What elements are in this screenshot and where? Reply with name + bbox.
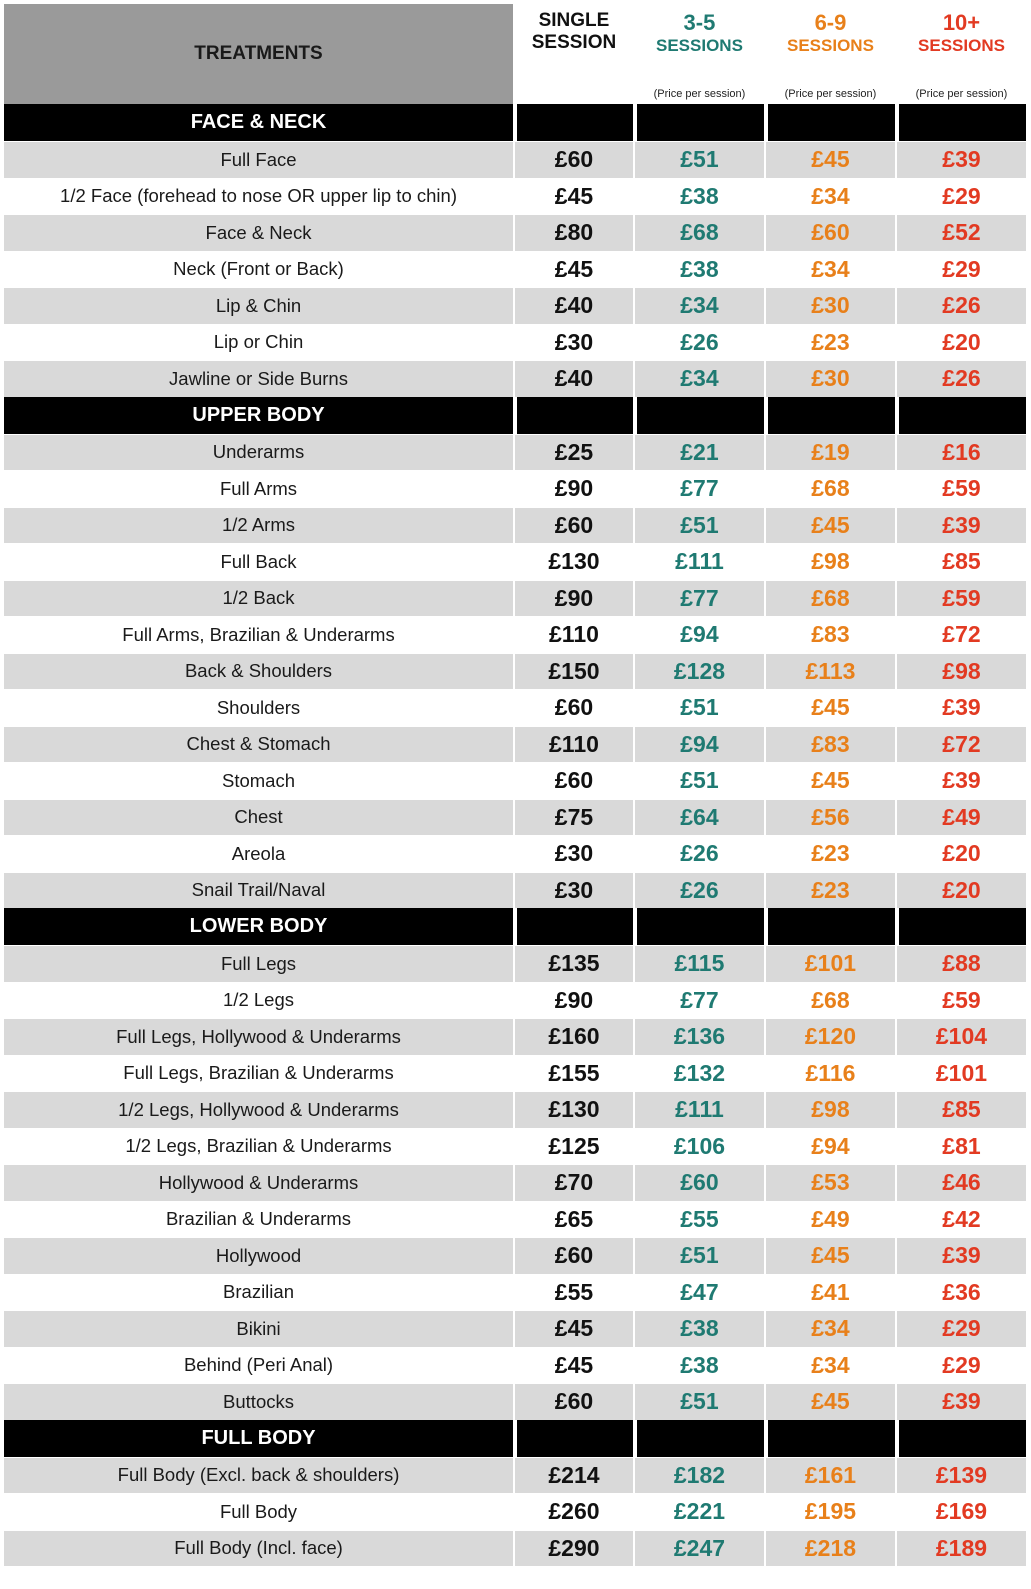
price-3-5-sessions: £26 (635, 872, 764, 909)
treatment-name: Full Arms, Brazilian & Underarms (4, 616, 513, 653)
price-single-session: £75 (515, 799, 633, 836)
price-6-9-sessions: £34 (766, 1310, 895, 1347)
price-6-9-sessions: £19 (766, 434, 895, 471)
section-header-cell (635, 908, 764, 945)
price-6-9-sessions: £101 (766, 945, 895, 982)
price-10-plus-sessions: £29 (897, 178, 1026, 215)
price-10-plus-sessions: £29 (897, 251, 1026, 288)
sessions-6-9-label: SESSIONS (787, 36, 874, 55)
price-single-session: £45 (515, 251, 633, 288)
price-3-5-sessions: £51 (635, 141, 764, 178)
table-row (4, 1347, 1026, 1384)
price-10-plus-sessions: £46 (897, 1164, 1026, 1201)
sessions-6-9-header (766, 4, 895, 104)
section-title: FULL BODY (4, 1420, 513, 1457)
treatment-name: Full Face (4, 141, 513, 178)
price-6-9-sessions: £23 (766, 835, 895, 872)
table-row (4, 1457, 1026, 1494)
price-6-9-sessions: £41 (766, 1274, 895, 1311)
single-header-line2: SESSION (531, 32, 617, 53)
price-table (2, 4, 1028, 1566)
table-row (4, 507, 1026, 544)
price-single-session: £110 (515, 726, 633, 763)
table-row (4, 1201, 1026, 1238)
section-header-cell (515, 104, 633, 141)
table-row (4, 1530, 1026, 1567)
price-3-5-sessions: £94 (635, 726, 764, 763)
section-title: LOWER BODY (4, 908, 513, 945)
price-6-9-sessions: £53 (766, 1164, 895, 1201)
treatment-name: Areola (4, 835, 513, 872)
price-single-session: £45 (515, 1310, 633, 1347)
price-10-plus-sessions: £39 (897, 762, 1026, 799)
price-6-9-sessions: £30 (766, 287, 895, 324)
section-title: FACE & NECK (4, 104, 513, 141)
treatment-name: Hollywood (4, 1237, 513, 1274)
treatment-name: Neck (Front or Back) (4, 251, 513, 288)
price-single-session: £30 (515, 872, 633, 909)
price-10-plus-sessions: £189 (897, 1530, 1026, 1567)
header-row (4, 4, 1026, 104)
section-header-cell (766, 104, 895, 141)
price-6-9-sessions: £83 (766, 616, 895, 653)
price-3-5-sessions: £38 (635, 1347, 764, 1384)
price-single-session: £55 (515, 1274, 633, 1311)
treatment-name: 1/2 Legs, Hollywood & Underarms (4, 1091, 513, 1128)
table-row (4, 689, 1026, 726)
price-6-9-sessions: £98 (766, 543, 895, 580)
table-row (4, 1091, 1026, 1128)
section-header-row (4, 104, 1026, 141)
section-header-cell (897, 908, 1026, 945)
price-6-9-sessions: £45 (766, 507, 895, 544)
price-3-5-sessions: £64 (635, 799, 764, 836)
price-single-session: £90 (515, 470, 633, 507)
price-10-plus-sessions: £52 (897, 214, 1026, 251)
table-row (4, 616, 1026, 653)
treatment-name: Shoulders (4, 689, 513, 726)
price-10-plus-sessions: £49 (897, 799, 1026, 836)
treatment-name: Face & Neck (4, 214, 513, 251)
table-row (4, 982, 1026, 1019)
price-6-9-sessions: £116 (766, 1055, 895, 1092)
treatment-name: Snail Trail/Naval (4, 872, 513, 909)
price-single-session: £80 (515, 214, 633, 251)
table-row (4, 835, 1026, 872)
price-3-5-sessions: £111 (635, 1091, 764, 1128)
section-header-cell (515, 397, 633, 434)
price-single-session: £45 (515, 1347, 633, 1384)
table-row (4, 543, 1026, 580)
price-single-session: £60 (515, 689, 633, 726)
table-row (4, 1310, 1026, 1347)
price-6-9-sessions: £195 (766, 1493, 895, 1530)
price-10-plus-sessions: £16 (897, 434, 1026, 471)
price-10-plus-sessions: £26 (897, 287, 1026, 324)
sessions-10-plus-header (897, 4, 1026, 104)
price-single-session: £260 (515, 1493, 633, 1530)
treatment-name: 1/2 Back (4, 580, 513, 617)
table-row (4, 1274, 1026, 1311)
section-header-cell (635, 104, 764, 141)
price-3-5-sessions: £68 (635, 214, 764, 251)
section-header-cell (897, 1420, 1026, 1457)
price-10-plus-sessions: £72 (897, 616, 1026, 653)
price-single-session: £60 (515, 762, 633, 799)
table-row (4, 251, 1026, 288)
price-3-5-sessions: £51 (635, 762, 764, 799)
price-6-9-sessions: £98 (766, 1091, 895, 1128)
price-3-5-sessions: £34 (635, 360, 764, 397)
section-header-cell (766, 397, 895, 434)
price-3-5-sessions: £77 (635, 580, 764, 617)
sessions-3-5-label: SESSIONS (655, 36, 743, 55)
price-single-session: £290 (515, 1530, 633, 1567)
price-3-5-sessions: £106 (635, 1128, 764, 1165)
price-3-5-sessions: £77 (635, 470, 764, 507)
price-6-9-sessions: £45 (766, 1237, 895, 1274)
price-note-6-9: (Price per session) (784, 88, 877, 100)
treatment-name: Full Body (Incl. face) (4, 1530, 513, 1567)
price-10-plus-sessions: £169 (897, 1493, 1026, 1530)
price-3-5-sessions: £51 (635, 689, 764, 726)
treatment-name: Stomach (4, 762, 513, 799)
treatment-name: Underarms (4, 434, 513, 471)
price-single-session: £160 (515, 1018, 633, 1055)
price-3-5-sessions: £51 (635, 1237, 764, 1274)
price-3-5-sessions: £128 (635, 653, 764, 690)
price-single-session: £130 (515, 543, 633, 580)
treatment-name: Full Body (Excl. back & shoulders) (4, 1457, 513, 1494)
price-single-session: £60 (515, 141, 633, 178)
price-single-session: £40 (515, 287, 633, 324)
price-6-9-sessions: £34 (766, 1347, 895, 1384)
price-single-session: £125 (515, 1128, 633, 1165)
single-header-line1: SINGLE (538, 10, 610, 31)
treatment-name: Bikini (4, 1310, 513, 1347)
price-single-session: £90 (515, 580, 633, 617)
price-6-9-sessions: £113 (766, 653, 895, 690)
table-row (4, 214, 1026, 251)
price-10-plus-sessions: £20 (897, 835, 1026, 872)
price-3-5-sessions: £51 (635, 507, 764, 544)
price-10-plus-sessions: £42 (897, 1201, 1026, 1238)
sessions-10-plus-label: SESSIONS (918, 36, 1005, 55)
treatment-name: Full Arms (4, 470, 513, 507)
table-row (4, 762, 1026, 799)
table-row (4, 1237, 1026, 1274)
price-single-session: £130 (515, 1091, 633, 1128)
section-title: UPPER BODY (4, 397, 513, 434)
treatment-name: Buttocks (4, 1383, 513, 1420)
table-row (4, 653, 1026, 690)
price-6-9-sessions: £68 (766, 470, 895, 507)
price-6-9-sessions: £23 (766, 872, 895, 909)
treatment-name: Lip or Chin (4, 324, 513, 361)
price-single-session: £90 (515, 982, 633, 1019)
treatment-name: Behind (Peri Anal) (4, 1347, 513, 1384)
price-6-9-sessions: £45 (766, 1383, 895, 1420)
price-single-session: £60 (515, 1237, 633, 1274)
table-row (4, 287, 1026, 324)
table-row (4, 872, 1026, 909)
price-6-9-sessions: £34 (766, 178, 895, 215)
price-6-9-sessions: £60 (766, 214, 895, 251)
table-row (4, 1018, 1026, 1055)
price-10-plus-sessions: £26 (897, 360, 1026, 397)
table-row (4, 470, 1026, 507)
price-single-session: £214 (515, 1457, 633, 1494)
treatment-name: 1/2 Arms (4, 507, 513, 544)
price-6-9-sessions: £45 (766, 689, 895, 726)
table-row (4, 141, 1026, 178)
single-session-header (515, 4, 633, 104)
price-10-plus-sessions: £59 (897, 470, 1026, 507)
price-note-10-plus: (Price per session) (915, 88, 1008, 100)
price-10-plus-sessions: £98 (897, 653, 1026, 690)
price-3-5-sessions: £132 (635, 1055, 764, 1092)
price-10-plus-sessions: £59 (897, 580, 1026, 617)
price-3-5-sessions: £38 (635, 251, 764, 288)
price-6-9-sessions: £68 (766, 982, 895, 1019)
treatment-name: 1/2 Legs, Brazilian & Underarms (4, 1128, 513, 1165)
table-row (4, 799, 1026, 836)
price-single-session: £150 (515, 653, 633, 690)
treatment-name: Chest & Stomach (4, 726, 513, 763)
price-note-3-5: (Price per session) (653, 88, 746, 100)
price-6-9-sessions: £45 (766, 762, 895, 799)
price-10-plus-sessions: £20 (897, 324, 1026, 361)
price-10-plus-sessions: £29 (897, 1347, 1026, 1384)
treatment-name: Hollywood & Underarms (4, 1164, 513, 1201)
section-header-cell (635, 397, 764, 434)
sessions-3-5-header (635, 4, 764, 104)
table-row (4, 1383, 1026, 1420)
price-10-plus-sessions: £81 (897, 1128, 1026, 1165)
table-row (4, 1128, 1026, 1165)
treatment-name: Full Legs, Hollywood & Underarms (4, 1018, 513, 1055)
price-3-5-sessions: £136 (635, 1018, 764, 1055)
price-10-plus-sessions: £88 (897, 945, 1026, 982)
table-row (4, 324, 1026, 361)
price-3-5-sessions: £21 (635, 434, 764, 471)
price-6-9-sessions: £30 (766, 360, 895, 397)
section-header-row (4, 908, 1026, 945)
price-3-5-sessions: £26 (635, 324, 764, 361)
treatment-name: Brazilian (4, 1274, 513, 1311)
table-row (4, 1055, 1026, 1092)
table-row (4, 945, 1026, 982)
price-10-plus-sessions: £39 (897, 141, 1026, 178)
price-single-session: £60 (515, 1383, 633, 1420)
price-3-5-sessions: £34 (635, 287, 764, 324)
table-body (4, 104, 1026, 1566)
price-3-5-sessions: £60 (635, 1164, 764, 1201)
price-10-plus-sessions: £39 (897, 507, 1026, 544)
section-header-cell (766, 1420, 895, 1457)
price-3-5-sessions: £51 (635, 1383, 764, 1420)
price-10-plus-sessions: £39 (897, 1383, 1026, 1420)
sessions-6-9-range: 6-9 (814, 10, 847, 35)
price-single-session: £30 (515, 835, 633, 872)
price-single-session: £135 (515, 945, 633, 982)
price-6-9-sessions: £68 (766, 580, 895, 617)
price-single-session: £65 (515, 1201, 633, 1238)
table-row (4, 580, 1026, 617)
treatment-name: Chest (4, 799, 513, 836)
price-single-session: £30 (515, 324, 633, 361)
price-6-9-sessions: £45 (766, 141, 895, 178)
treatment-name: Jawline or Side Burns (4, 360, 513, 397)
price-10-plus-sessions: £20 (897, 872, 1026, 909)
price-10-plus-sessions: £85 (897, 543, 1026, 580)
price-3-5-sessions: £247 (635, 1530, 764, 1567)
sessions-3-5-range: 3-5 (683, 10, 716, 35)
sessions-10-plus-range: 10+ (942, 10, 981, 35)
price-6-9-sessions: £34 (766, 251, 895, 288)
table-row (4, 434, 1026, 471)
section-header-cell (635, 1420, 764, 1457)
table-row (4, 726, 1026, 763)
price-single-session: £155 (515, 1055, 633, 1092)
price-3-5-sessions: £26 (635, 835, 764, 872)
table-row (4, 360, 1026, 397)
price-3-5-sessions: £47 (635, 1274, 764, 1311)
price-10-plus-sessions: £39 (897, 1237, 1026, 1274)
section-header-cell (766, 908, 895, 945)
treatments-header: TREATMENTS (4, 4, 513, 104)
table-row (4, 1164, 1026, 1201)
price-10-plus-sessions: £139 (897, 1457, 1026, 1494)
price-6-9-sessions: £120 (766, 1018, 895, 1055)
price-single-session: £60 (515, 507, 633, 544)
price-6-9-sessions: £218 (766, 1530, 895, 1567)
price-6-9-sessions: £94 (766, 1128, 895, 1165)
price-single-session: £70 (515, 1164, 633, 1201)
treatment-name: Lip & Chin (4, 287, 513, 324)
treatment-name: Back & Shoulders (4, 653, 513, 690)
price-10-plus-sessions: £104 (897, 1018, 1026, 1055)
treatment-name: Full Back (4, 543, 513, 580)
section-header-cell (515, 1420, 633, 1457)
price-single-session: £45 (515, 178, 633, 215)
treatment-name: Full Body (4, 1493, 513, 1530)
table-row (4, 178, 1026, 215)
price-3-5-sessions: £94 (635, 616, 764, 653)
price-3-5-sessions: £221 (635, 1493, 764, 1530)
price-3-5-sessions: £38 (635, 178, 764, 215)
price-10-plus-sessions: £101 (897, 1055, 1026, 1092)
price-10-plus-sessions: £39 (897, 689, 1026, 726)
price-3-5-sessions: £38 (635, 1310, 764, 1347)
price-3-5-sessions: £55 (635, 1201, 764, 1238)
price-6-9-sessions: £23 (766, 324, 895, 361)
treatment-name: Brazilian & Underarms (4, 1201, 513, 1238)
price-10-plus-sessions: £29 (897, 1310, 1026, 1347)
price-6-9-sessions: £161 (766, 1457, 895, 1494)
section-header-cell (515, 908, 633, 945)
price-6-9-sessions: £56 (766, 799, 895, 836)
table-row (4, 1493, 1026, 1530)
price-6-9-sessions: £83 (766, 726, 895, 763)
section-header-row (4, 1420, 1026, 1457)
treatment-name: Full Legs, Brazilian & Underarms (4, 1055, 513, 1092)
treatment-name: Full Legs (4, 945, 513, 982)
price-single-session: £25 (515, 434, 633, 471)
price-6-9-sessions: £49 (766, 1201, 895, 1238)
section-header-cell (897, 104, 1026, 141)
price-3-5-sessions: £111 (635, 543, 764, 580)
section-header-cell (897, 397, 1026, 434)
price-3-5-sessions: £182 (635, 1457, 764, 1494)
price-10-plus-sessions: £85 (897, 1091, 1026, 1128)
section-header-row (4, 397, 1026, 434)
price-10-plus-sessions: £36 (897, 1274, 1026, 1311)
treatment-name: 1/2 Legs (4, 982, 513, 1019)
price-3-5-sessions: £115 (635, 945, 764, 982)
price-10-plus-sessions: £59 (897, 982, 1026, 1019)
price-3-5-sessions: £77 (635, 982, 764, 1019)
price-single-session: £110 (515, 616, 633, 653)
price-10-plus-sessions: £72 (897, 726, 1026, 763)
treatment-name: 1/2 Face (forehead to nose OR upper lip to chin) (4, 178, 513, 215)
price-single-session: £40 (515, 360, 633, 397)
